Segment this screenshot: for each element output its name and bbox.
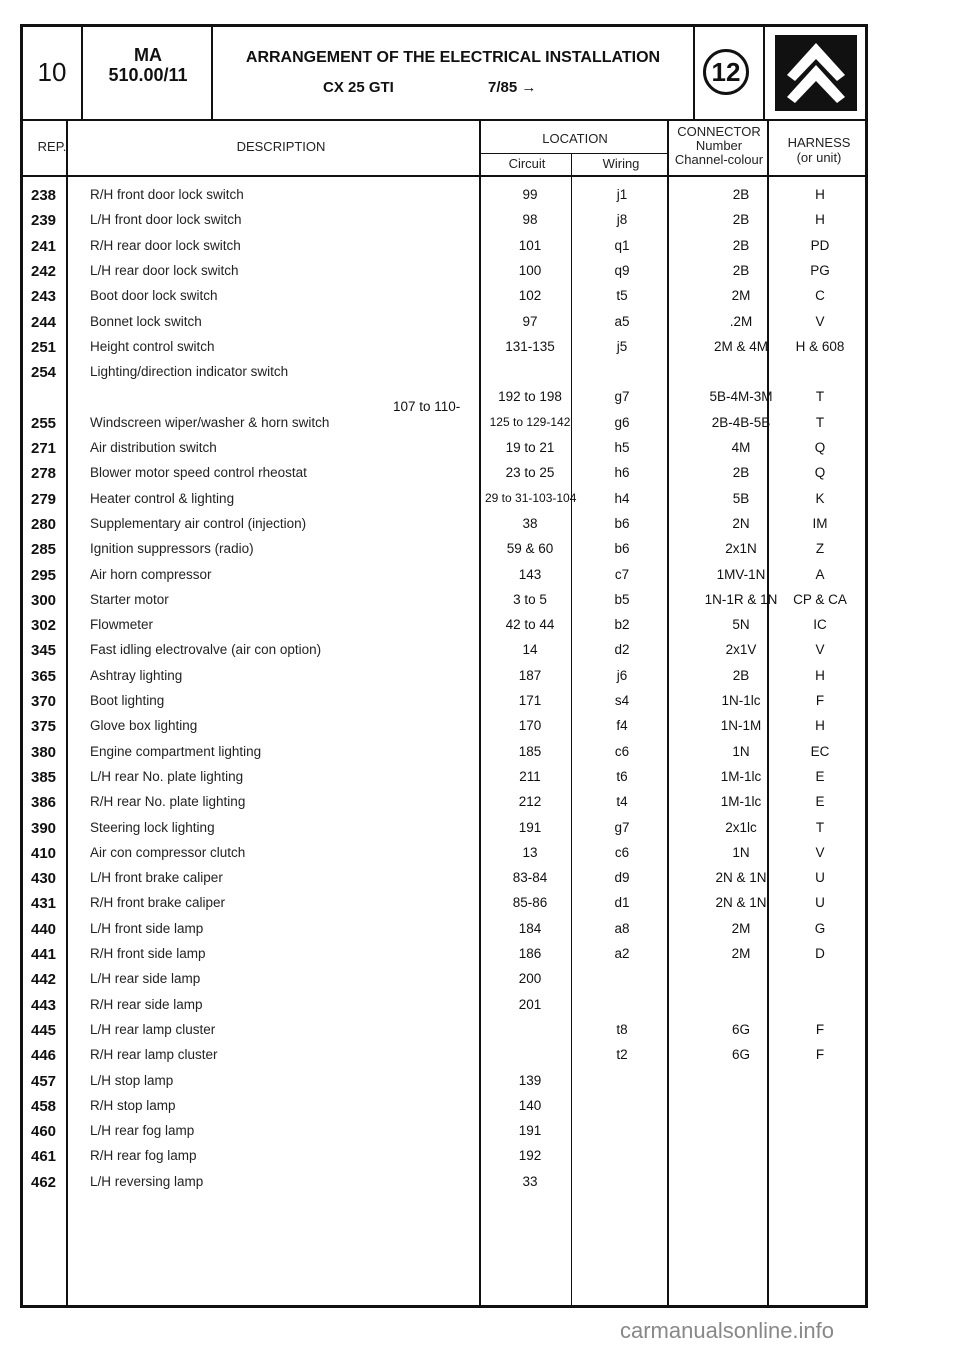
rep-cell: 239	[31, 212, 57, 230]
rep-cell: 380	[31, 743, 57, 761]
connector-cell: 2M	[731, 920, 751, 936]
rep-cell: 431	[31, 895, 57, 913]
table-row	[23, 971, 865, 996]
header-bottom-border	[23, 119, 865, 121]
rep-cell: 365	[31, 667, 57, 685]
harness-cell: C	[815, 288, 825, 304]
rep-cell: 285	[31, 541, 57, 559]
wiring-cell: a8	[614, 920, 630, 936]
harness-cell: F	[815, 1021, 825, 1037]
description-cell: R/H front side lamp	[90, 946, 206, 961]
connector-cell: 1N-1M	[720, 718, 762, 734]
table-row	[23, 794, 865, 819]
circuit-cell: 184	[518, 920, 542, 936]
circuit-cell: 98	[522, 212, 538, 228]
rep-cell: 370	[31, 693, 57, 710]
harness-cell: PG	[810, 262, 830, 278]
description-cell: L/H rear No. plate lighting	[90, 768, 244, 784]
harness-cell: H	[815, 718, 825, 734]
connector-cell: 2B-4B-5B	[711, 414, 771, 430]
rep-cell: 443	[31, 996, 57, 1014]
table-row	[23, 516, 865, 541]
description-cell: Air distribution switch	[90, 440, 217, 455]
wiring-cell: c6	[614, 844, 630, 860]
table-row	[23, 921, 865, 946]
circuit-cell: 192 to 198	[498, 389, 562, 405]
harness-cell: Z	[815, 541, 825, 557]
wiring-cell: b2	[614, 617, 630, 633]
description-cell: L/H rear lamp cluster	[90, 1021, 216, 1037]
rep-cell: 345	[31, 642, 57, 660]
description-cell: Air horn compressor	[90, 566, 212, 582]
rep-cell: 461	[31, 1148, 57, 1166]
circuit-cell: 139	[518, 1072, 542, 1088]
table-row	[23, 895, 865, 920]
circuit-cell: 171	[518, 693, 542, 708]
harness-cell: T	[815, 414, 825, 430]
wiring-cell: t6	[616, 768, 628, 784]
description-cell: Air con compressor clutch	[90, 844, 246, 860]
rep-cell: 457	[31, 1072, 57, 1090]
model-name: CX 25 GTI	[323, 79, 394, 96]
harness-cell: Q	[814, 440, 826, 455]
description-cell: L/H rear side lamp	[90, 971, 201, 987]
harness-cell: Q	[814, 465, 826, 481]
connector-cell: 5N	[732, 617, 750, 633]
circuit-cell: 19 to 21	[505, 440, 555, 455]
connector-cell: 1MV-1N	[716, 566, 766, 582]
connector-cell: 1N-1R & 1N	[704, 591, 778, 607]
description-cell: Ashtray lighting	[90, 667, 183, 683]
circuit-cell: 187	[518, 667, 542, 683]
wiring-cell: d1	[614, 895, 630, 911]
connector-cell: 1M-1lc	[720, 794, 762, 810]
description-cell: L/H front door lock switch	[90, 212, 242, 228]
rep-cell: 386	[31, 794, 57, 812]
description-cell: L/H reversing lamp	[90, 1173, 204, 1189]
table-row	[23, 339, 865, 364]
table-row	[23, 617, 865, 642]
circuit-cell: 201	[518, 996, 542, 1012]
col-connector-header	[669, 125, 769, 167]
wiring-cell: b5	[614, 591, 630, 607]
table-row	[23, 769, 865, 794]
harness-cell: V	[815, 844, 825, 860]
connector-cell: 2B	[732, 667, 750, 683]
table-row	[23, 415, 865, 440]
divider	[763, 27, 765, 119]
rep-cell: 241	[31, 237, 57, 255]
description-cell: Engine compartment lighting	[90, 743, 262, 759]
ma-line2: 510.00/11	[108, 65, 188, 85]
circuit-cell: 23 to 25	[505, 465, 555, 481]
wiring-cell: j8	[616, 212, 628, 228]
wiring-cell: h6	[614, 465, 630, 481]
rep-cell: 445	[31, 1021, 57, 1039]
table-row	[23, 693, 865, 718]
rep-cell: 243	[31, 288, 57, 306]
table-row	[23, 567, 865, 592]
harness-cell: V	[815, 642, 825, 658]
model-date: 7/85 →	[488, 79, 537, 96]
circuit-cell: 191	[518, 1123, 542, 1139]
wiring-cell: a5	[614, 313, 630, 329]
circuit-cell: 212	[518, 794, 542, 810]
logo-box	[775, 35, 857, 111]
connector-cell: 2M & 4M	[713, 338, 768, 354]
table-row	[23, 238, 865, 263]
wiring-cell: t2	[616, 1047, 628, 1063]
description-cell: R/H rear door lock switch	[90, 237, 241, 253]
rep-cell: 279	[31, 490, 57, 508]
col-location-header: LOCATION	[542, 131, 608, 146]
sheet-number-badge: 12	[703, 49, 749, 95]
harness-cell: PD	[810, 237, 830, 253]
connector-cell: 2B	[732, 237, 750, 253]
description-cell: R/H stop lamp	[90, 1097, 176, 1113]
description-cell: Starter motor	[90, 591, 169, 607]
connector-cell: 2M	[731, 946, 751, 961]
description-cell: L/H front side lamp	[90, 920, 204, 936]
circuit-cell: 170	[518, 718, 542, 734]
harness-cell: F	[815, 693, 825, 708]
description-cell: Lighting/direction indicator switch	[90, 364, 289, 380]
wiring-cell: q1	[614, 237, 630, 253]
description-cell: R/H rear side lamp	[90, 996, 203, 1012]
wiring-cell: t8	[616, 1021, 628, 1037]
wiring-cell: j1	[616, 187, 628, 202]
harness-label-2: (or unit)	[796, 150, 842, 165]
col-description-header: DESCRIPTION	[236, 139, 326, 154]
harness-cell: H	[815, 212, 825, 228]
harness-cell: U	[815, 870, 825, 886]
circuit-cell: 99	[522, 187, 538, 202]
connector-cell: 6G	[731, 1047, 750, 1063]
wiring-cell: c7	[614, 566, 630, 582]
circuit-cell: 42 to 44	[505, 617, 555, 633]
description-cell: L/H front brake caliper	[90, 870, 223, 886]
description-cell: R/H rear fog lamp	[90, 1148, 197, 1164]
table-row	[23, 212, 865, 237]
sub-circuit-note: 107 to 110-	[393, 399, 461, 414]
connector-label-1: CONNECTOR	[677, 124, 761, 139]
location-split-line	[481, 153, 669, 154]
rep-cell: 254	[31, 364, 57, 382]
rep-cell: 385	[31, 768, 57, 786]
rep-cell: 442	[31, 971, 57, 989]
table-row	[23, 845, 865, 870]
connector-cell: 2x1V	[725, 642, 757, 658]
description-cell: L/H stop lamp	[90, 1072, 174, 1088]
rep-cell: 375	[31, 718, 57, 736]
harness-cell: T	[815, 389, 825, 405]
table-row	[23, 187, 865, 212]
description-cell: Boot lighting	[90, 693, 165, 708]
wiring-cell: b6	[614, 541, 630, 557]
connector-cell: 2x1N	[725, 541, 757, 557]
connector-cell: 1N	[732, 743, 750, 759]
citroen-chevron-logo-icon	[775, 35, 857, 111]
wiring-cell: d2	[614, 642, 630, 658]
rep-cell: 458	[31, 1097, 57, 1115]
rep-cell: 295	[31, 566, 57, 584]
harness-cell: H	[815, 187, 825, 202]
harness-cell: G	[814, 920, 826, 936]
circuit-cell: 191	[518, 819, 542, 835]
description-cell: R/H rear No. plate lighting	[90, 794, 246, 810]
rep-cell: 244	[31, 313, 57, 331]
rep-cell: 255	[31, 414, 57, 432]
rep-cell: 460	[31, 1123, 57, 1141]
harness-label-1: HARNESS	[787, 135, 851, 150]
circuit-cell: 125 to 129-142	[489, 414, 571, 429]
wiring-cell: b6	[614, 515, 630, 531]
circuit-cell: 101	[518, 237, 542, 253]
wiring-cell: t4	[616, 794, 628, 810]
circuit-cell: 100	[518, 262, 542, 278]
connector-cell: 2B	[732, 465, 750, 481]
circuit-cell: 38	[522, 515, 538, 531]
circuit-cell: 13	[522, 844, 538, 860]
harness-cell: EC	[810, 743, 830, 759]
circuit-cell: 29 to 31-103-104	[485, 490, 577, 505]
harness-cell: E	[815, 794, 825, 810]
wiring-cell: h4	[614, 490, 630, 506]
harness-cell: H	[815, 667, 825, 683]
connector-cell: 2N	[732, 515, 750, 531]
wiring-cell: q9	[614, 262, 630, 278]
description-cell: Height control switch	[90, 338, 215, 354]
table-row	[23, 314, 865, 339]
description-cell: Boot door lock switch	[90, 288, 218, 304]
table-row	[23, 440, 865, 465]
divider	[211, 27, 213, 119]
rep-cell: 300	[31, 591, 57, 609]
wiring-cell: g7	[614, 819, 630, 835]
description-cell: Fast idling electrovalve (air con option)	[90, 642, 322, 658]
table-row	[23, 1022, 865, 1047]
table-row	[23, 364, 865, 389]
table-row	[23, 744, 865, 769]
table-row	[23, 465, 865, 490]
connector-cell: 2x1lc	[725, 819, 757, 835]
table-row	[23, 946, 865, 971]
connector-cell: 1M-1lc	[720, 768, 762, 784]
col-harness-header	[769, 135, 869, 165]
circuit-cell: 14	[522, 642, 538, 658]
wiring-cell: c6	[614, 743, 630, 759]
rep-cell: 242	[31, 262, 57, 280]
wiring-cell: t5	[616, 288, 628, 304]
connector-cell: 2B	[732, 262, 750, 278]
description-cell: Heater control & lighting	[90, 490, 235, 506]
connector-cell: 2M	[731, 288, 751, 304]
document-sheet	[20, 24, 868, 1308]
column-header-bottom-border	[23, 175, 865, 177]
description-cell: Windscreen wiper/washer & horn switch	[90, 414, 330, 430]
rep-cell: 441	[31, 946, 57, 963]
divider	[693, 27, 695, 119]
description-cell: Ignition suppressors (radio)	[90, 541, 254, 557]
watermark: carmanualsonline.info	[620, 1318, 835, 1343]
connector-cell: 1N	[732, 844, 750, 860]
description-cell: R/H front door lock switch	[90, 187, 244, 202]
harness-cell: U	[815, 895, 825, 911]
rep-cell: 440	[31, 920, 57, 938]
table-row	[23, 592, 865, 617]
description-cell: Glove box lighting	[90, 718, 198, 734]
table-row	[23, 1098, 865, 1123]
table-row	[23, 1047, 865, 1072]
circuit-cell: 140	[518, 1097, 542, 1113]
table-row	[23, 642, 865, 667]
circuit-cell: 200	[518, 971, 542, 987]
wiring-cell: g7	[614, 389, 630, 405]
table-row	[23, 263, 865, 288]
harness-cell: IM	[812, 515, 828, 531]
connector-cell: 2N & 1N	[715, 895, 767, 911]
wiring-cell: d9	[614, 870, 630, 886]
ma-line1: MA	[134, 45, 162, 65]
harness-cell: T	[815, 819, 825, 835]
description-cell: Bonnet lock switch	[90, 313, 202, 329]
col-rep-header: REP.	[37, 139, 67, 154]
table-row	[23, 1174, 865, 1199]
wiring-cell: s4	[614, 693, 630, 708]
page-title: ARRANGEMENT OF THE ELECTRICAL INSTALLATION	[245, 49, 661, 66]
col-wiring-header: Wiring	[602, 156, 640, 171]
connector-cell: 5B	[732, 490, 750, 506]
circuit-cell: 83-84	[512, 870, 548, 886]
harness-cell: F	[815, 1047, 825, 1063]
circuit-cell: 211	[519, 768, 541, 784]
table-row	[23, 1123, 865, 1148]
table-row	[23, 820, 865, 845]
description-cell: L/H rear door lock switch	[90, 262, 239, 278]
harness-cell: IC	[813, 617, 827, 633]
harness-cell: D	[815, 946, 825, 961]
table-row	[23, 541, 865, 566]
circuit-cell: 186	[518, 946, 542, 961]
rep-cell: 278	[31, 465, 57, 483]
rep-cell: 238	[31, 187, 57, 204]
harness-cell: A	[815, 566, 825, 582]
harness-cell: K	[815, 490, 825, 506]
ma-reference	[83, 45, 213, 85]
description-cell: Steering lock lighting	[90, 819, 215, 835]
description-cell: L/H rear fog lamp	[90, 1123, 195, 1139]
wiring-cell: j6	[616, 667, 628, 683]
harness-cell: CP & CA	[793, 591, 847, 607]
circuit-cell: 3 to 5	[513, 591, 547, 607]
connector-cell: 2B	[732, 212, 750, 228]
table-row	[23, 870, 865, 895]
rep-cell: 280	[31, 515, 57, 533]
table-row	[23, 668, 865, 693]
circuit-cell: 97	[522, 313, 538, 329]
rep-cell: 251	[31, 338, 57, 356]
rep-cell: 271	[31, 440, 57, 457]
connector-cell: 2B	[732, 187, 750, 202]
connector-cell: 4M	[731, 440, 751, 455]
table-row	[23, 491, 865, 516]
table-row	[23, 997, 865, 1022]
connector-cell: 2N & 1N	[715, 870, 767, 886]
wiring-cell: h5	[614, 440, 630, 455]
wiring-cell: g6	[614, 414, 630, 430]
harness-cell: H & 608	[795, 338, 845, 354]
chapter-number: 10	[37, 56, 67, 87]
description-cell: R/H rear lamp cluster	[90, 1047, 218, 1063]
table-row	[23, 1073, 865, 1098]
circuit-cell: 102	[518, 288, 542, 304]
connector-cell: 5B-4M-3M	[709, 389, 773, 405]
connector-label-3: Channel-colour	[674, 152, 764, 167]
rep-cell: 410	[31, 844, 57, 862]
circuit-cell: 143	[518, 566, 542, 582]
table-row	[23, 1148, 865, 1173]
circuit-cell: 33	[522, 1173, 538, 1189]
table-row	[23, 288, 865, 313]
connector-cell: 1N-1lc	[721, 693, 761, 708]
circuit-cell: 85-86	[512, 895, 548, 911]
harness-cell: E	[815, 768, 825, 784]
circuit-cell: 185	[518, 743, 542, 759]
wiring-cell: a2	[614, 946, 630, 961]
rep-cell: 446	[31, 1047, 57, 1065]
circuit-cell: 59 & 60	[506, 541, 554, 557]
description-cell: R/H front brake caliper	[90, 895, 226, 911]
rep-cell: 430	[31, 870, 57, 888]
wiring-cell: f4	[616, 718, 628, 734]
rep-cell: 462	[31, 1173, 57, 1191]
table-row	[23, 718, 865, 743]
harness-cell: V	[815, 313, 825, 329]
description-cell: Supplementary air control (injection)	[90, 515, 307, 531]
connector-cell: 6G	[731, 1021, 750, 1037]
circuit-cell: 192	[518, 1148, 542, 1164]
rep-cell: 302	[31, 617, 57, 635]
connector-cell: .2M	[729, 313, 753, 329]
wiring-cell: j5	[616, 338, 628, 354]
connector-label-2: Number	[695, 138, 743, 153]
description-cell: Flowmeter	[90, 617, 154, 633]
circuit-cell: 131-135	[505, 338, 555, 354]
rep-cell: 390	[31, 819, 57, 837]
col-circuit-header: Circuit	[508, 156, 546, 171]
description-cell: Blower motor speed control rheostat	[90, 465, 307, 481]
